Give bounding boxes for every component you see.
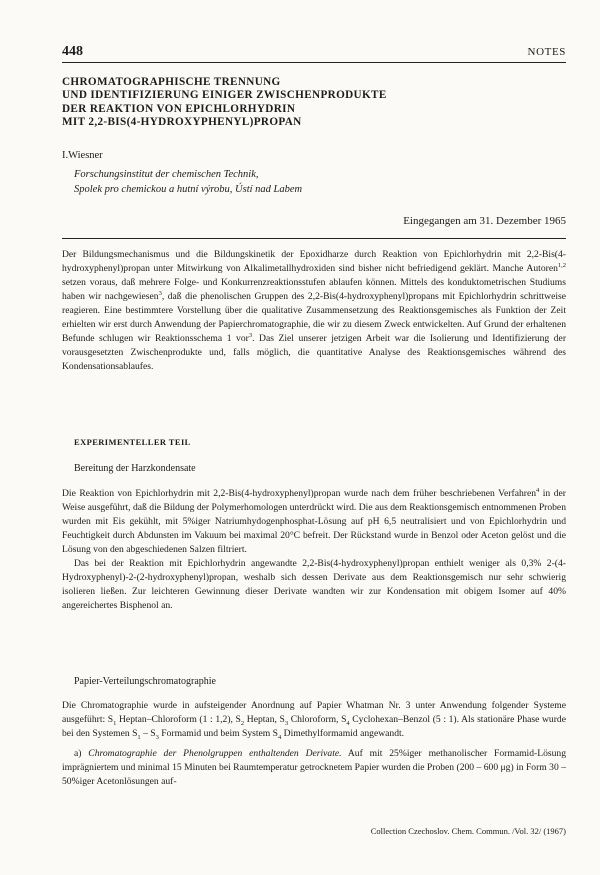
author-name: I.Wiesner [62, 150, 103, 161]
body-text: Cyclohexan–Benzol (5 : 1). Als stationäre Phase wurde bei den Systemen S [62, 714, 566, 739]
body-text: Heptan–Chloroform (1 : 1,2), S [116, 714, 241, 725]
section-label: NOTES [527, 46, 566, 58]
title-line: MIT 2,2-BIS(4-HYDROXYPHENYL)PROPAN [62, 115, 302, 128]
isomer-paragraph: Das bei der Reaktion mit Epichlorhydrin angewandte 2,2-Bis(4-hydroxyphenyl)propan enthielt weniger als 0,3% 2-(4-Hydroxyphenyl)-2-(2-hydroxyphenyl)propan, weshalb sich dessen Derivate aus dem Reaktionsgemisch nur sehr schwierig isolieren ließen. Zur leichteren Gewinnung dieser Derivate wandten wir zur Kondensation mit obigem Isomer auf 40% angereichertes Bisphenol an. [62, 558, 566, 611]
reference-mark: 1,2 [557, 261, 566, 269]
page-number: 448 [62, 44, 83, 59]
chromatography-paragraph [62, 699, 566, 789]
body-text: Auf mit 25%iger methanolischer Formamid-Lösung imprägniertem und minimal 15 Minuten bei Raumtemperatur getrocknetem Papier wurden die Proben (200 – 600 μg) in Form 30 – 50%iger Acetonlösungen auf- [62, 748, 566, 787]
subscript: 4 [346, 719, 350, 727]
journal-citation: Collection Czechoslov. Chem. Commun. /Vol. 32/ (1967) [370, 826, 566, 836]
experimental-heading: EXPERIMENTELLER TEIL [74, 437, 191, 447]
reference-mark: 3 [158, 289, 162, 297]
introduction-paragraph [62, 248, 566, 374]
intro-text: setzen voraus, daß mehrere Folge- und Konkurrenzreaktionsstufen ablaufen können. Mittels des konduktometrischen Studiums haben wir nachgewiesen [62, 277, 566, 302]
subscript: 3 [284, 719, 289, 727]
phenol-paragraph [62, 747, 566, 789]
title-line: DER REAKTION VON EPICHLORHYDRIN [62, 102, 296, 115]
page-header [62, 44, 566, 62]
body-text: Chloroform, S [288, 714, 347, 725]
intro-text: , daß die phenolischen Gruppen des 2,2-Bis(4-hydroxyphenyl)propans mit Epichlorhydrin schrittweise reagieren. Eine bestimmtere Vorstellung über die qualitative Zusammensetzung des Reaktionsgemisches als Funktion der Zeit erhielten wir erst durch Anwendung der Papierchromatographie, die wir zu diesem Zweck entwickelten. Auf Grund der erhaltenen Befunde schlugen wir Reaktionsschema 1 vor [62, 291, 566, 344]
article-title [62, 76, 566, 129]
body-text: Die Reaktion von Epichlorhydrin mit 2,2-Bis(4-hydroxyphenyl)propan wurde nach dem früher beschriebenen Verfahren [62, 488, 536, 499]
intro-text: Der Bildungsmechanismus und die Bildungskinetik der Epoxidharze durch Reaktion von Epichlorhydrin mit 2,2-Bis(4-hydroxyphenyl)propan unter Mitwirkung von Alkalimetallhydroxiden sind bisher nicht befriedigend geklärt. Manche Autoren [62, 249, 566, 274]
intro-text: . Das Ziel unserer jetzigen Arbeit war die Isolierung und Identifizierung der vorausgesetzten Zwischenprodukte und, falls möglich, die quantitative Analyse des Reaktionsgemisches während des Kondensationsablaufes. [62, 333, 567, 372]
subscript: 1 [113, 719, 117, 727]
header-rule [62, 62, 566, 63]
body-text: in der Weise ausgeführt, daß die Bildung der Polymerhomologen unterdrückt wird. Die aus dem Reaktionsgemisch entnommenen Proben wurden mit Eis gekühlt, mit 5%iger Natriumhydogenphosphat-Lösung auf pH 6,5 neutralisiert und von Epichlorhydrin und Feuchtigkeit durch Abdunsten im Vakuum bei maximal 20°C befreit. Der Rückstand wurde in Benzol oder Aceton gelöst und die Lösung von den abgeschiedenen Salzen filtriert. [62, 488, 566, 555]
body-text: Die Chromatographie wurde in aufsteigender Anordnung auf Papier Whatman Nr. 3 unter Anwendung folgender Systeme ausgeführt: S [62, 700, 566, 725]
body-text: a) [74, 748, 89, 759]
body-text: Dimethylformamid angewandt. [281, 728, 405, 739]
affiliation-line: Forschungsinstitut der chemischen Technik, [74, 169, 259, 180]
subscript: 1 [137, 733, 141, 741]
author-affiliation [74, 167, 302, 197]
reference-mark: 4 [536, 486, 540, 494]
subscript: 4 [278, 733, 282, 741]
title-line: UND IDENTIFIZIERUNG EINIGER ZWISCHENPRODUKTE [62, 89, 387, 102]
reference-mark: 3 [248, 331, 253, 339]
received-date: Eingegangen am 31. Dezember 1965 [403, 215, 566, 227]
subscript: 2 [240, 719, 245, 727]
title-line: CHROMATOGRAPHISCHE TRENNUNG [62, 76, 281, 88]
subsection-heading: Papier-Verteilungschromatographie [74, 676, 216, 687]
subscript: 3 [155, 733, 159, 741]
body-text: Heptan, S [244, 714, 285, 725]
affiliation-line: Spolek pro chemickou a hutní výrobu, Ústí nad Labem [74, 184, 303, 195]
italic-run-in-heading: Chromatographie der Phenolgruppen enthaltenden Derivate. [88, 748, 342, 759]
preparation-paragraph [62, 487, 566, 613]
abstract-rule [62, 238, 566, 239]
journal-page [62, 0, 566, 875]
subsection-heading: Bereitung der Harzkondensate [74, 463, 196, 474]
body-text: Formamid und beim System S [158, 728, 278, 739]
body-text: – S [140, 728, 156, 739]
